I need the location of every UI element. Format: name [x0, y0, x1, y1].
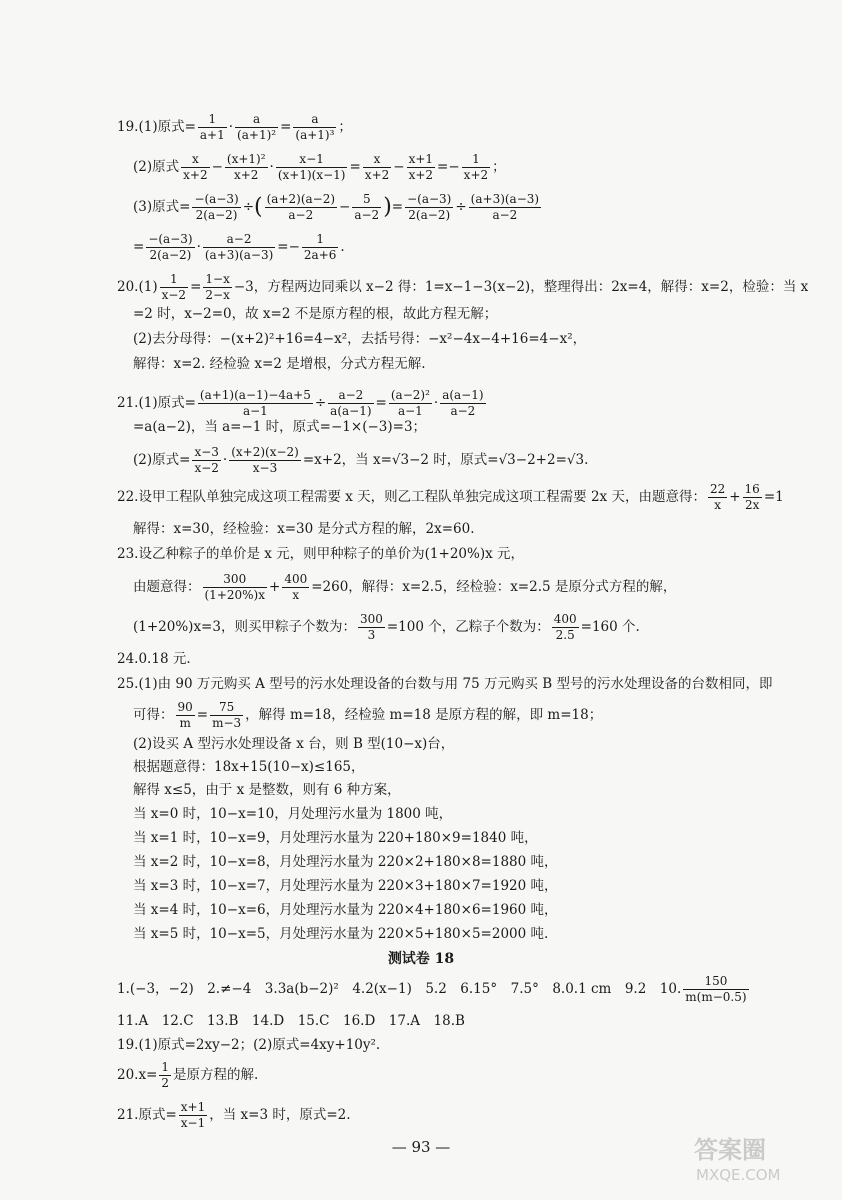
q24-line: 24.0.18 元.	[117, 651, 191, 667]
fraction: $\frac{\text{(x+1)²}}{x+2}$	[226, 152, 266, 182]
fraction: $\frac{1}{2}$	[161, 1060, 170, 1090]
fraction: $\frac{1-x}{2-x}$	[205, 272, 230, 302]
q23-line2: 由题意得： $\frac{300}{(1+20\%)x}$ + $\frac{400}{x}$ =260，解得：x=2.5，经检验：x=2.5 是原分式方程的解，	[133, 572, 677, 602]
q19-line2: (2)原式 $\frac{x}{x+2}$ − $\frac{\text{(x+1)²}}{x+2}$ · $\frac{x-1}{(x+1)(x-1)}$ = $\frac{x}{x+2}$ − $\frac{x+1}{x+2}$ =− $\frac{1}{x+2}$ ；	[133, 152, 506, 182]
fraction: $\frac{-(a-3)}{2(a-2)}$	[148, 232, 193, 262]
fraction: $\frac{x}{x+2}$	[364, 152, 390, 182]
fraction: $\frac{-(a-3)}{2(a-2)}$	[194, 192, 239, 222]
q23-line1: 23.设乙种粽子的单价是 x 元，则甲种粽子的单价为(1+20%)x 元，	[117, 546, 525, 562]
q21-line3: (2)原式= $\frac{x-3}{x-2}$ · $\frac{(x+2)(x-2)}{x-3}$ =x+2，当 x=√3−2 时，原式=√3−2+2=√3.	[133, 445, 589, 475]
q25-line10: 当 x=4 时，10−x=6，月处理污水量为 220×4+180×6=1960 吨，	[133, 902, 558, 918]
fraction: $\frac{x+1}{x-1}$	[180, 1100, 206, 1130]
fraction: $\frac{150}{m(m-0.5)}$	[685, 974, 747, 1004]
fraction: $\frac{a}{\text{(a+1)³}}$	[295, 112, 335, 142]
fraction: $\frac{300}{(1+20\%)x}$	[204, 572, 265, 602]
q25-line1: 25.(1)由 90 万元购买 A 型号的污水处理设备的台数与用 75 万元购买 B 型号的污水处理设备的台数相同，即	[117, 676, 773, 692]
q25-line3: (2)设买 A 型污水处理设备 x 台，则 B 型(10−x)台，	[133, 736, 455, 752]
fraction: $\frac{22}{x}$	[709, 482, 726, 512]
fraction: $\frac{1}{a+1}$	[199, 112, 225, 142]
fraction: $\frac{x-1}{(x+1)(x-1)}$	[277, 152, 346, 182]
q22-line1: 22.设甲工程队单独完成这项工程需要 x 天，则乙工程队单独完成这项工程需要 2x 天，由题意得： $\frac{22}{x}$ + $\frac{16}{2x}$ =1	[117, 482, 784, 512]
q21-line2: =a(a−2)，当 a=−1 时，原式=−1×(−3)=3；	[133, 419, 427, 435]
section-title: 测试卷 18	[387, 951, 455, 967]
watermark-top: 答案圈	[694, 1136, 766, 1164]
fraction: $\frac{75}{m-3}$	[212, 700, 242, 730]
q19-line4: = $\frac{-(a-3)}{2(a-2)}$ · $\frac{a-2}{(a+3)(a-3)}$ =− $\frac{1}{2a+6}$ .	[133, 232, 345, 262]
q20-line2: =2 时，x−2=0，故 x=2 不是原方程的根，故此方程无解；	[133, 306, 498, 322]
q25-line6: 当 x=0 时，10−x=10，月处理污水量为 1800 吨，	[133, 806, 453, 822]
q20-line3: (2)去分母得：−(x+2)²+16=4−x²，去括号得：−x²−4x−4+16=4−x²，	[133, 331, 587, 347]
fraction: $\frac{400}{2.5}$	[553, 612, 577, 642]
q20-line4: 解得：x=2. 经检验 x=2 是增根，分式方程无解.	[133, 356, 426, 372]
fraction: $\frac{300}{3}$	[359, 612, 383, 642]
q25-line8: 当 x=2 时，10−x=8，月处理污水量为 220×2+180×8=1880 吨，	[133, 854, 558, 870]
fraction: $\frac{1}{x-2}$	[161, 272, 187, 302]
q25-line5: 解得 x≤5，由于 x 是整数，则有 6 种方案，	[133, 782, 401, 798]
fraction: $\frac{x}{x+2}$	[183, 152, 208, 182]
fraction: $\frac{x+1}{x+2}$	[408, 152, 434, 182]
fraction: $\frac{400}{x}$	[284, 572, 308, 602]
test-answers-2: 11.A 12.C 13.B 14.D 15.C 16.D 17.A 18.B	[117, 1013, 465, 1029]
fraction: $\frac{(a+2)(a-2)}{a-2}$	[266, 192, 336, 222]
q19-line1: 19.(1)原式= $\frac{1}{a+1}$ · $\frac{a}{\text{(a+1)²}}$ = $\frac{a}{\text{(a+1)³}}$ ；	[117, 112, 352, 142]
q25-line4: 根据题意得：18x+15(10−x)≤165，	[133, 759, 365, 775]
fraction: $\frac{-(a-3)}{2(a-2)}$	[407, 192, 452, 222]
fraction: $\frac{a-2}{(a+3)(a-3)}$	[204, 232, 274, 262]
q25-line9: 当 x=3 时，10−x=7，月处理污水量为 220×3+180×7=1920 吨，	[133, 878, 558, 894]
fraction: $\frac{1}{2a+6}$	[303, 232, 337, 262]
watermark-logo	[686, 1126, 826, 1186]
fraction: $\frac{\text{(a−2)²}}{a-1}$	[390, 388, 430, 418]
fraction: $\frac{(x+2)(x-2)}{x-3}$	[231, 445, 299, 475]
fraction: $\frac{a-2}{a(a-1)}$	[330, 388, 372, 418]
q20-line1: 20.(1) $\frac{1}{x-2}$ = $\frac{1-x}{2-x}$ −3，方程两边同乘以 x−2 得：1=x−1−3(x−2)，整理得出：2x=4，解得：x=2，检验：当 x	[117, 272, 809, 302]
q21-line1: 21.(1)原式= $\frac{(a+1)(a-1)-4a+5}{a-1}$ ÷ $\frac{a-2}{a(a-1)}$ = $\frac{\text{(a−2)²}}{a-1}$ · $\frac{a(a-1)}{a-2}$	[117, 388, 484, 418]
watermark-bottom: MXQE.COM	[696, 1166, 781, 1184]
q25-line2: 可得： $\frac{90}{m}$ = $\frac{75}{m-3}$ ，解得 m=18，经检验 m=18 是原方程的解，即 m=18；	[133, 700, 603, 730]
fraction: $\frac{(a+1)(a-1)-4a+5}{a-1}$	[199, 388, 311, 418]
fraction: $\frac{1}{x+2}$	[463, 152, 489, 182]
fraction: $\frac{16}{2x}$	[744, 482, 760, 512]
page-number: — 93 —	[391, 1138, 451, 1156]
q19-line3: (3)原式= $\frac{-(a-3)}{2(a-2)}$ ÷( $\frac{(a+2)(a-2)}{a-2}$ − $\frac{5}{a-2}$ )= $\frac{-(a-3)}{2(a-2)}$ ÷ $\frac{(a+3)(a-3)}{a-2}$	[133, 192, 540, 222]
q25-line7: 当 x=1 时，10−x=9，月处理污水量为 220+180×9=1840 吨，	[133, 830, 538, 846]
fraction: $\frac{a}{\text{(a+1)²}}$	[237, 112, 277, 142]
fraction: $\frac{x-3}{x-2}$	[194, 445, 219, 475]
fraction: $\frac{90}{m}$	[177, 700, 193, 730]
q23-line3: (1+20%)x=3，则买甲粽子个数为： $\frac{300}{3}$ =100 个，乙粽子个数为： $\frac{400}{2.5}$ =160 个.	[133, 612, 640, 642]
test-answers-4: 20.x= $\frac{1}{2}$ 是原方程的解.	[117, 1060, 259, 1090]
text: 19.(1)原式=	[117, 119, 196, 135]
fraction: $\frac{(a+3)(a-3)}{a-2}$	[470, 192, 540, 222]
test-answers-3: 19.(1)原式=2xy−2；(2)原式=4xy+10y².	[117, 1037, 381, 1053]
q22-line2: 解得：x=30，经检验：x=30 是分式方程的解，2x=60.	[133, 521, 475, 537]
fraction: $\frac{5}{a-2}$	[354, 192, 380, 222]
test-answers-5: 21.原式= $\frac{x+1}{x-1}$ ，当 x=3 时，原式=2.	[117, 1100, 351, 1130]
fraction: $\frac{a(a-1)}{a-2}$	[442, 388, 484, 418]
q25-line11: 当 x=5 时，10−x=5，月处理污水量为 220×5+180×5=2000 吨.	[133, 926, 549, 942]
test-answers-1: 1.(−3，−2) 2.≠−4 3.3a(b−2)² 4.2(x−1) 5.2 6.15° 7.5° 8.0.1 cm 9.2 10. $\frac{150}{m(m-0.5)}$	[117, 974, 747, 1004]
